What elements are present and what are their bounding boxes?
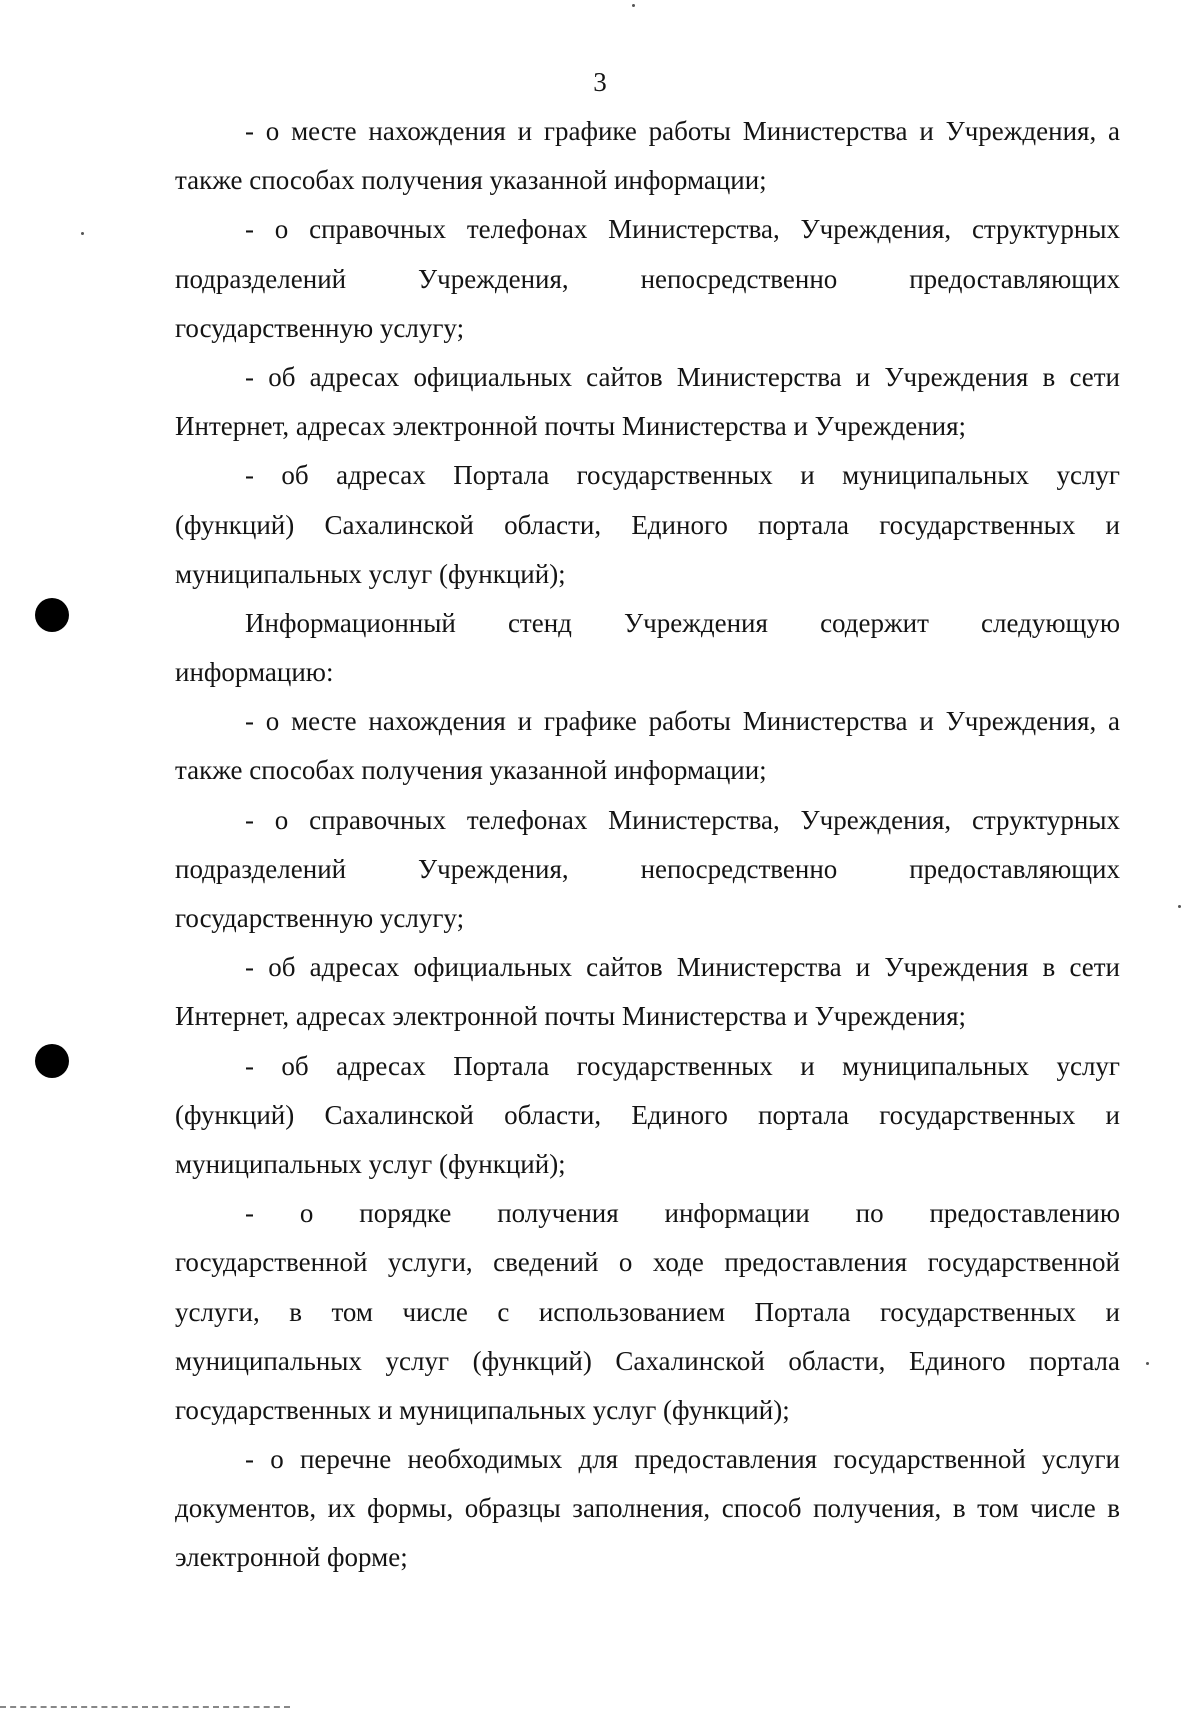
text-line: муниципальных услуг (функций); xyxy=(175,1148,566,1179)
text-line: государственных и муниципальных услуг (функций); xyxy=(175,1394,790,1425)
text-line: муниципальных услуг (функций) Сахалинской области, Единого портала xyxy=(175,1345,1120,1376)
text-line: Информационный стенд Учреждения содержит следующую xyxy=(245,607,1120,638)
page-number: 3 xyxy=(593,67,607,97)
text-line: - об адресах официальных сайтов Министерства и Учреждения в сети xyxy=(245,952,1120,983)
text-line: Интернет, адресах электронной почты Министерства и Учреждения; xyxy=(175,1001,967,1032)
text-line: электронной форме; xyxy=(175,1542,408,1573)
paragraph xyxy=(175,107,1120,205)
text-line: - о перечне необходимых для предоставления государственной услуги xyxy=(245,1444,1120,1475)
text-line: - о справочных телефонах Министерства, Учреждения, структурных xyxy=(245,804,1120,835)
binder-hole-top xyxy=(35,598,69,632)
text-line: - о порядке получения информации по предоставлению xyxy=(245,1198,1120,1229)
binder-hole-bottom xyxy=(35,1044,69,1078)
text-line: - о справочных телефонах Министерства, Учреждения, структурных xyxy=(245,214,1120,245)
text-line: государственной услуги, сведений о ходе предоставления государственной xyxy=(175,1247,1120,1278)
text-line: услуги, в том числе с использованием Портала государственных и xyxy=(175,1296,1120,1327)
text-line: также способах получения указанной информации; xyxy=(175,755,767,786)
paragraph xyxy=(175,599,1120,697)
scan-speck xyxy=(81,232,84,235)
text-line: - о месте нахождения и графике работы Министерства и Учреждения, а xyxy=(245,706,1120,737)
scan-speck xyxy=(632,4,635,7)
text-line: - об адресах официальных сайтов Министерства и Учреждения в сети xyxy=(245,361,1120,392)
text-line: государственную услугу; xyxy=(175,903,465,933)
text-line: также способах получения указанной информации; xyxy=(175,165,767,196)
paragraph xyxy=(175,697,1120,795)
text-line: подразделений Учреждения, непосредственно предоставляющих xyxy=(175,853,1120,884)
paragraph xyxy=(175,353,1120,451)
paragraph xyxy=(175,205,1120,353)
text-line: государственную услугу; xyxy=(175,312,465,343)
text-line: Интернет, адресах электронной почты Министерства и Учреждения; xyxy=(175,411,967,442)
scan-edge-line xyxy=(0,1706,290,1708)
text-line: - об адресах Портала государственных и муниципальных услуг xyxy=(245,1050,1120,1081)
text-line: (функций) Сахалинской области, Единого портала государственных и xyxy=(175,509,1120,540)
paragraph xyxy=(175,1189,1120,1435)
paragraph xyxy=(175,451,1120,599)
text-line: - об адресах Портала государственных и муниципальных услуг xyxy=(245,460,1120,491)
paragraph xyxy=(175,943,1120,1041)
body-text xyxy=(175,107,1120,1583)
scan-speck xyxy=(1146,1362,1149,1365)
text-line: документов, их формы, образцы заполнения, способ получения, в том числе в xyxy=(175,1493,1120,1524)
text-line: - о месте нахождения и графике работы Министерства и Учреждения, а xyxy=(245,116,1120,146)
text-line: муниципальных услуг (функций); xyxy=(175,558,566,589)
text-line: подразделений Учреждения, непосредственно предоставляющих xyxy=(175,263,1120,294)
scan-speck xyxy=(1178,905,1181,908)
paragraph xyxy=(175,796,1120,944)
paragraph xyxy=(175,1042,1120,1190)
text-line: информацию: xyxy=(175,657,334,688)
text-line: (функций) Сахалинской области, Единого портала государственных и xyxy=(175,1099,1120,1130)
paragraph xyxy=(175,1435,1120,1583)
